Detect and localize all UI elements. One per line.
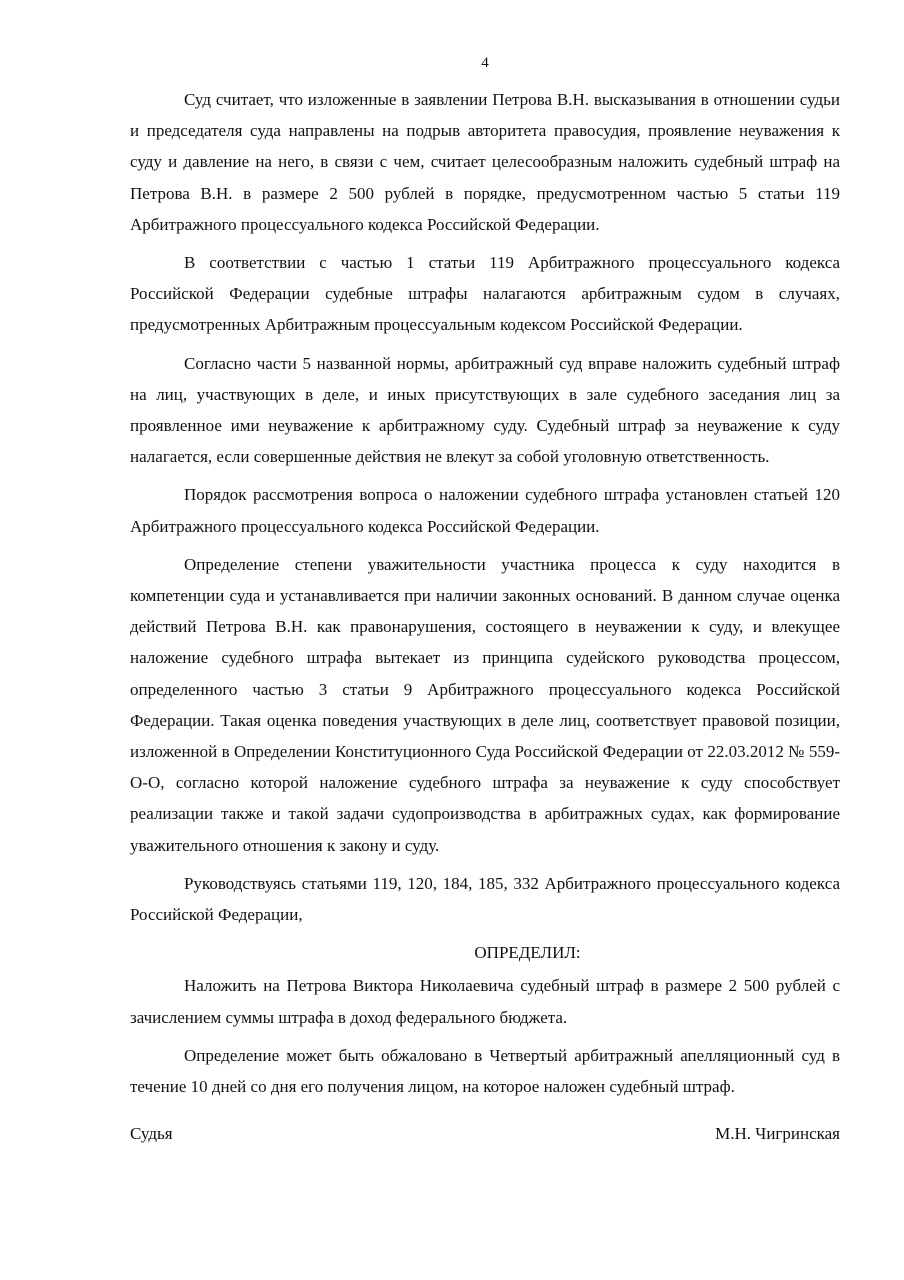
signature-title: Судья	[130, 1124, 173, 1143]
ruling-heading: ОПРЕДЕЛИЛ:	[474, 943, 581, 963]
paragraph-article-119-part-5: Согласно части 5 названной нормы, арбитражный суд вправе наложить судебный штраф на лиц, участвующих в деле, и иных присутствующих в зале судебного заседания лиц за проявленное ими неуважение к арбитражному суду. Судебный штраф за неуважение к суду налагается, если совершенные действия не влекут за собой уголовную ответственность.	[130, 353, 840, 467]
paragraph-court-opinion: Суд считает, что изложенные в заявлении Петрова В.Н. высказывания в отношении судьи и председателя суда направлены на подрыв авторитета правосудия, проявление неуважения к суду и давление на него, в связи с чем, считает целесообразным наложить судебный штраф на Петрова В.Н. в размере 2 500 рублей в порядке, предусмотренном частью 5 статьи 119 Арбитражного процессуального кодекса Российской Федерации.	[130, 90, 840, 234]
signature-name: М.Н. Чигринская	[715, 1124, 840, 1143]
paragraph-article-120: Порядок рассмотрения вопроса о наложении судебного штрафа установлен статьей 120 Арбитражного процессуального кодекса Российской Федерации.	[130, 485, 840, 536]
signature-block	[130, 1124, 840, 1144]
paragraph-ruling-fine: Наложить на Петрова Виктора Николаевича судебный штраф в размере 2 500 рублей с зачислением суммы штрафа в доход федерального бюджета.	[130, 976, 840, 1027]
paragraph-article-119-part-1: В соответствии с частью 1 статьи 119 Арбитражного процессуального кодекса Российской Федерации судебные штрафы налагаются арбитражным судом в случаях, предусмотренных Арбитражным процессуальным кодексом Российской Федерации.	[130, 253, 840, 335]
document-body	[130, 84, 840, 1109]
page-number: 4	[481, 55, 489, 71]
paragraph-ruling-appeal: Определение может быть обжаловано в Четвертый арбитражный апелляционный суд в течение 10 дней со дня его получения лицом, на которое наложен судебный штраф.	[130, 1045, 840, 1097]
paragraph-guided-by: Руководствуясь статьями 119, 120, 184, 185, 332 Арбитражного процессуального кодекса Российской Федерации,	[130, 873, 840, 925]
paragraph-respect-assessment: Определение степени уважительности участника процесса к суду находится в компетенции суда и устанавливается при наличии законных оснований. В данном случае оценка действий Петрова В.Н. как правонарушения, состоящего в неуважении к суду, и влекущее наложение судебного штрафа вытекает из принципа судейского руководства процессом, определенного частью 3 статьи 9 Арбитражного процессуального кодекса Российской Федерации. Такая оценка поведения участвующих в деле лиц, соответствует правовой позиции, изложенной в Определении Конституционного Суда Российской Федерации от 22.03.2012 № 559-О-О, согласно которой наложение судебного штрафа за неуважение к суду способствует реализации также и такой задачи судопроизводства в арбитражных судах, как формирование уважительного отношения к закону и суду.	[130, 554, 840, 855]
